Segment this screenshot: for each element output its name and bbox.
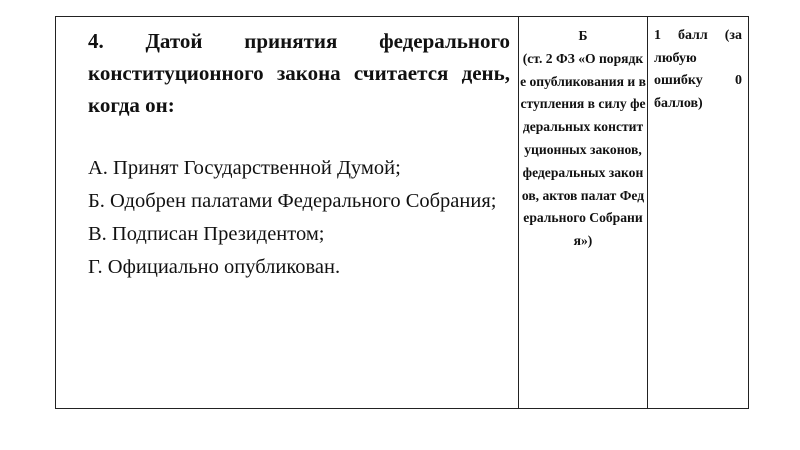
option-b: Б. Одобрен палатами Федерального Собрания; [88, 190, 497, 212]
question-title: 4. Датой принятия федерального конституционного закона считается день, когда он: [88, 29, 510, 117]
answer-source: (ст. 2 ФЗ «О порядке опубликования и вступления в силу федеральных конституционных законов, федеральных законов, актов палат Федерального Собрания») [520, 50, 646, 249]
table-row [56, 17, 749, 409]
answer-cell [519, 17, 648, 409]
scoring-cell [648, 17, 749, 409]
option-a: А. Принят Государственной Думой; [88, 157, 401, 179]
answer-letter: Б [578, 28, 588, 43]
option-d: Г. Официально опубликован. [88, 256, 341, 278]
question-cell [56, 17, 519, 409]
scoring-text: 1 балл (за любую ошибку 0 баллов) [654, 28, 742, 111]
quiz-table [55, 16, 749, 409]
option-c: В. Подписан Президентом; [88, 223, 325, 245]
